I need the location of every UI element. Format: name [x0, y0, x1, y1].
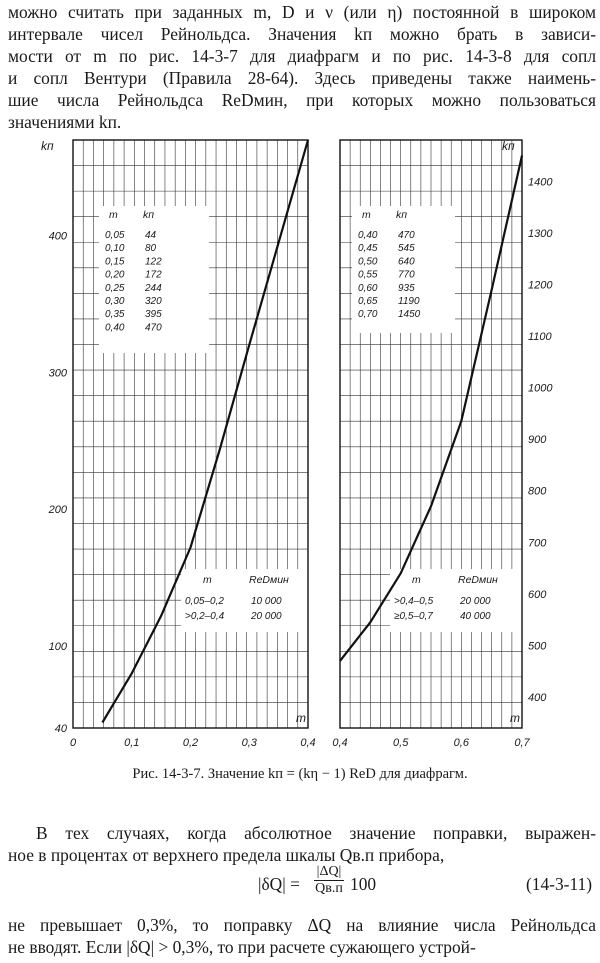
table-cell-m: 0,30	[105, 296, 125, 307]
y-tick-label: 400	[48, 230, 67, 243]
y-tick-label: 700	[528, 537, 547, 550]
re-cell-m: ≥0,5–0,7	[394, 611, 433, 622]
re-header-m: m	[412, 574, 421, 586]
text-line: можно считать при заданных m, D и ν (или η) постоянной в широком	[8, 2, 596, 22]
table-cell-kp: 545	[398, 243, 415, 255]
x-tick-label: 0,7	[514, 737, 530, 749]
text-line: шие числа Рейнольдса ReDмин, при которых можно пользоваться	[8, 90, 596, 110]
text-line: и сопл Вентури (Правила 28-64). Здесь приведены также наимень-	[8, 68, 596, 88]
text-line: не вводят. Если |δQ| > 0,3%, то при расчете сужающего устрой-	[8, 937, 476, 957]
re-header-m: m	[203, 574, 212, 586]
paragraph-2	[8, 822, 596, 866]
table-cell-kp: 640	[398, 256, 415, 268]
formula-numerator: |ΔQ|	[314, 864, 344, 881]
formula-factor: 100	[350, 874, 377, 894]
x-tick-label: 0,4	[300, 737, 316, 749]
table-cell-kp: 470	[398, 230, 415, 241]
y-tick-label: 1200	[528, 279, 553, 292]
table-cell-kp: 770	[398, 269, 415, 281]
table-cell-m: 0,60	[358, 282, 378, 294]
re-cell-m: >0,4–0,5	[394, 596, 434, 607]
table-cell-m: 0,45	[358, 243, 378, 255]
text-line: В тех случаях, когда абсолютное значение поправки, выражен-	[36, 823, 596, 843]
y-axis-label: kп	[41, 139, 54, 153]
paragraph-3	[8, 914, 596, 958]
table-cell-m: 0,55	[358, 269, 378, 281]
y-tick-label: 400	[528, 692, 547, 705]
table-cell-m: 0,70	[358, 309, 378, 321]
text-line: мости от m по рис. 14-3-7 для диафрагм и по рис. 14-3-8 для сопл	[8, 46, 596, 66]
table-cell-kp: 1190	[398, 296, 420, 307]
table-cell-m: 0,10	[105, 243, 125, 255]
text-line: не превышает 0,3%, то поправку ΔQ на влияние числа Рейнольдса	[8, 915, 596, 935]
y-tick-label: 200	[48, 504, 67, 517]
x-tick-label: 0,6	[453, 737, 469, 749]
re-cell-m: >0,2–0,4	[185, 611, 225, 622]
re-cell-re: 20 000	[251, 611, 282, 622]
table-cell-m: 0,40	[358, 230, 378, 241]
table-cell-kp: 44	[145, 230, 157, 241]
y-tick-label: 1000	[528, 382, 553, 395]
y-tick-label: 800	[528, 485, 547, 498]
re-cell-re: 20 000	[460, 596, 491, 607]
text-line: ное в процентах от верхнего предела шкалы Qв.п прибора,	[8, 845, 445, 865]
text-line: интервале чисел Рейнольдса. Значения kп можно брать в зависи-	[8, 24, 596, 44]
re-header-re: ReDмин	[458, 574, 498, 586]
table-cell-kp: 172	[145, 269, 162, 281]
x-axis-label: m	[296, 711, 306, 725]
re-cell-re: 40 000	[460, 611, 491, 622]
x-tick-label: 0,3	[241, 737, 257, 749]
table-cell-kp: 122	[145, 256, 162, 268]
equation-number: (14-3-11)	[526, 874, 592, 894]
formula-lhs: |δQ| =	[258, 874, 300, 894]
y-tick-label: 900	[528, 434, 547, 447]
y-tick-label: 1300	[528, 227, 553, 240]
x-tick-label: 0,2	[182, 737, 199, 749]
table-cell-m: 0,35	[105, 309, 125, 321]
x-tick-label: 0	[69, 737, 77, 749]
re-cell-re: 10 000	[251, 596, 282, 607]
chart-right	[332, 139, 553, 749]
table-cell-kp: 395	[145, 309, 162, 321]
formula-denominator: Qв.п	[315, 881, 343, 896]
y-axis-label: kп	[502, 139, 515, 153]
x-tick-label: 0,4	[332, 737, 348, 749]
text-line: значениями kп.	[8, 112, 122, 132]
y-tick-label: 500	[528, 640, 547, 653]
chart-figure	[0, 128, 600, 758]
table-cell-m: 0,50	[358, 256, 378, 268]
y-tick-label: 1100	[528, 331, 552, 343]
x-tick-label: 0,1	[124, 737, 140, 749]
table-cell-m: 0,20	[105, 269, 125, 281]
formula-fraction	[314, 864, 344, 897]
y-tick-label: 40	[54, 723, 67, 735]
table-cell-kp: 244	[145, 282, 162, 294]
y-tick-label: 600	[528, 588, 547, 601]
intro-paragraph	[8, 1, 596, 133]
figure-caption: Рис. 14-3-7. Значение kп = (kη − 1) ReD для диафрагм.	[132, 766, 468, 782]
table-cell-m: 0,05	[105, 230, 125, 241]
y-tick-label: 1400	[528, 176, 553, 189]
table-cell-kp: 1450	[398, 309, 421, 321]
re-cell-m: 0,05–0,2	[185, 596, 224, 607]
table-cell-m: 0,65	[358, 296, 378, 307]
re-header-re: ReDмин	[249, 574, 289, 586]
table-cell-kp: 935	[398, 282, 415, 294]
x-axis-label: m	[510, 711, 520, 725]
y-tick-label: 100	[48, 640, 67, 653]
table-cell-m: 0,15	[105, 256, 125, 268]
table-header-m: m	[109, 209, 118, 221]
table-header-kp: kп	[143, 209, 155, 221]
x-tick-label: 0,5	[393, 737, 409, 749]
table-header-m: m	[362, 209, 371, 221]
table-header-kp: kп	[396, 209, 408, 221]
table-cell-kp: 320	[145, 296, 162, 307]
table-cell-m: 0,25	[105, 282, 125, 294]
table-cell-kp: 80	[145, 243, 157, 255]
table-cell-kp: 470	[145, 322, 162, 334]
formula-14-3-11	[0, 866, 600, 906]
chart-left	[41, 139, 316, 749]
y-tick-label: 300	[48, 367, 67, 380]
table-cell-m: 0,40	[105, 322, 125, 334]
